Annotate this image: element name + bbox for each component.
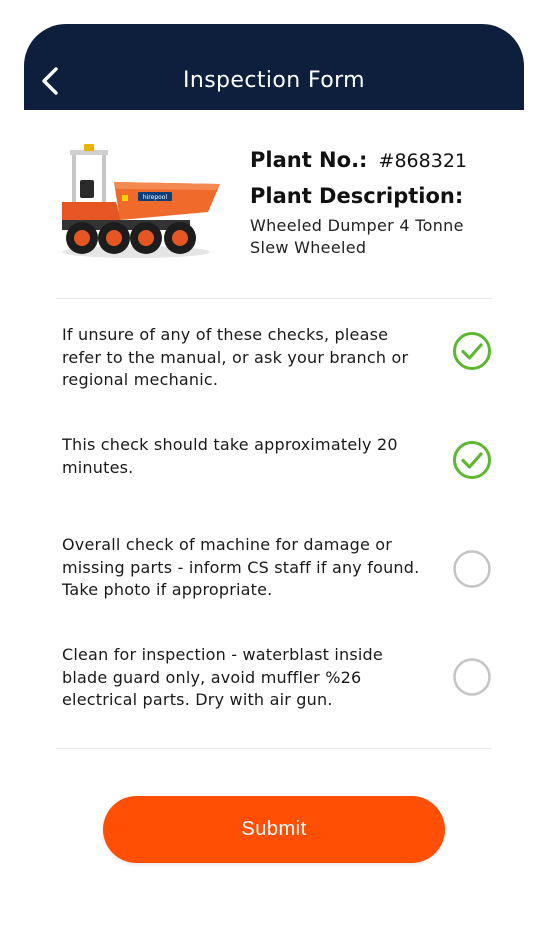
plant-number-row xyxy=(250,148,467,172)
submit-button[interactable]: Submit xyxy=(103,796,445,863)
checklist-item xyxy=(62,324,498,392)
checklist-item xyxy=(62,534,498,602)
check-toggle[interactable] xyxy=(452,440,492,480)
plant-image xyxy=(56,140,226,265)
plant-description-label: Plant Description: xyxy=(250,184,464,208)
check-toggle[interactable] xyxy=(452,549,492,589)
check-toggle[interactable] xyxy=(452,657,492,697)
plant-number-label: Plant No.: xyxy=(250,148,368,172)
checklist-item xyxy=(62,644,498,712)
plant-description-value: Wheeled Dumper 4 Tonne Slew Wheeled xyxy=(250,216,464,257)
checklist-item xyxy=(62,434,498,479)
divider xyxy=(56,748,492,749)
app-header xyxy=(24,24,524,110)
checklist-item-text: This check should take approximately 20 minutes. xyxy=(62,435,398,477)
page-title: Inspection Form xyxy=(182,68,366,93)
checklist-item-text: Overall check of machine for damage or missing parts - inform CS staff if any found. Take photo if appropriate. xyxy=(62,535,420,599)
check-toggle[interactable] xyxy=(452,331,492,371)
empty-circle-icon xyxy=(452,657,492,697)
brand-decal: hirepool xyxy=(142,194,168,201)
checklist-item-text: If unsure of any of these checks, please refer to the manual, or ask your branch or regional mechanic. xyxy=(62,325,409,389)
checkmark-circle-icon xyxy=(452,440,492,480)
checklist-item-text: Clean for inspection - waterblast inside blade guard only, avoid muffler %26 electrical parts. Dry with air gun. xyxy=(62,645,383,709)
checkmark-circle-icon xyxy=(452,331,492,371)
divider xyxy=(56,298,492,299)
plant-number-value: #868321 xyxy=(378,150,467,172)
empty-circle-icon xyxy=(452,549,492,589)
